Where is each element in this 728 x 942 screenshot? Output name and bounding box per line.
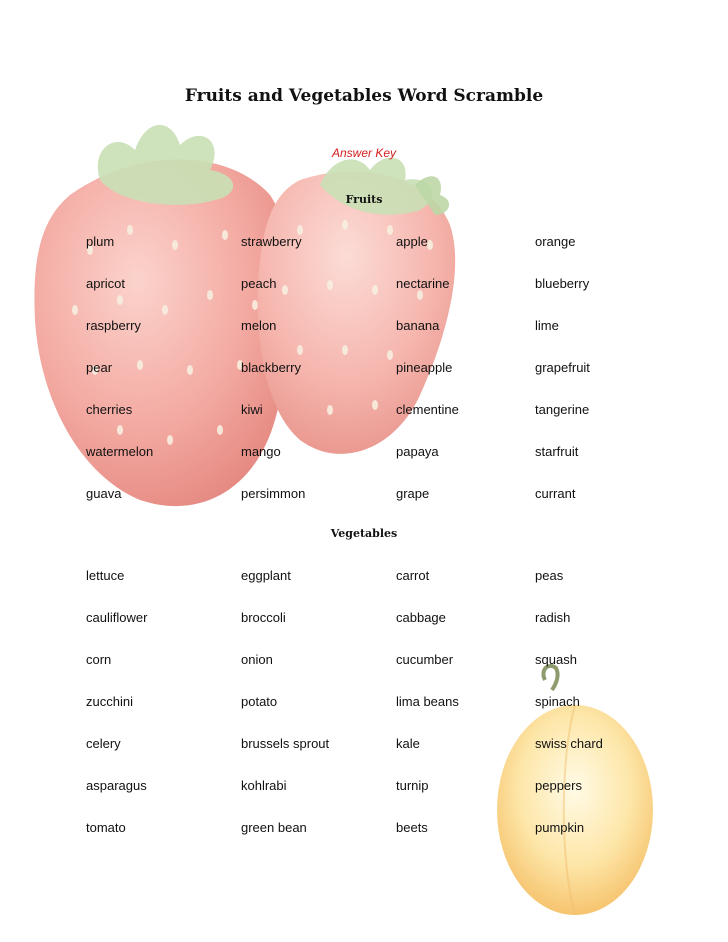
answer-word: potato	[241, 694, 278, 709]
answer-word: lettuce	[86, 568, 125, 583]
answer-word: blueberry	[535, 276, 590, 291]
answer-word: pineapple	[396, 360, 453, 375]
answer-word: melon	[241, 318, 277, 333]
answer-word: kale	[396, 736, 420, 751]
answer-word: persimmon	[241, 486, 306, 501]
answer-word: strawberry	[241, 234, 302, 249]
answer-word: guava	[86, 486, 122, 501]
answer-word: cherries	[86, 402, 133, 417]
section-heading-fruits: Fruits	[345, 193, 383, 206]
answer-word: blackberry	[241, 360, 301, 375]
word-row	[86, 694, 646, 736]
word-row	[86, 736, 646, 778]
answer-word: tomato	[86, 820, 126, 835]
answer-word: apple	[396, 234, 428, 249]
answer-word: peppers	[535, 778, 582, 793]
answer-word: plum	[86, 234, 115, 249]
answer-word: beets	[396, 820, 428, 835]
answer-word: asparagus	[86, 778, 147, 793]
answer-word: green bean	[241, 820, 307, 835]
word-grid-vegetables	[86, 568, 646, 862]
word-row	[86, 610, 646, 652]
answer-word: starfruit	[535, 444, 579, 459]
answer-word: pumpkin	[535, 820, 585, 835]
answer-word: celery	[86, 736, 121, 751]
answer-word: lime	[535, 318, 559, 333]
answer-word: grapefruit	[535, 360, 590, 375]
answer-word: orange	[535, 234, 576, 249]
word-row	[86, 318, 646, 360]
answer-word: radish	[535, 610, 571, 625]
answer-word: spinach	[535, 694, 580, 709]
word-grid-fruits	[86, 234, 646, 528]
word-row	[86, 820, 646, 862]
answer-word: peas	[535, 568, 564, 583]
word-row	[86, 486, 646, 528]
word-row	[86, 444, 646, 486]
answer-word: squash	[535, 652, 577, 667]
answer-word: papaya	[396, 444, 439, 459]
answer-word: swiss chard	[535, 736, 603, 751]
page-title: Fruits and Vegetables Word Scramble	[184, 86, 544, 106]
answer-word: lima beans	[396, 694, 459, 709]
answer-word: brussels sprout	[241, 736, 330, 751]
answer-word: cucumber	[396, 652, 454, 667]
answer-word: clementine	[396, 402, 459, 417]
word-row	[86, 360, 646, 402]
answer-word: peach	[241, 276, 277, 291]
word-row	[86, 568, 646, 610]
word-row	[86, 652, 646, 694]
word-row	[86, 402, 646, 444]
answer-word: grape	[396, 486, 430, 501]
answer-word: tangerine	[535, 402, 590, 417]
answer-word: banana	[396, 318, 440, 333]
answer-word: cabbage	[396, 610, 446, 625]
answer-word: carrot	[396, 568, 430, 583]
answer-word: kohlrabi	[241, 778, 287, 793]
answer-word: apricot	[86, 276, 126, 291]
answer-word: cauliflower	[86, 610, 148, 625]
answer-word: turnip	[396, 778, 429, 793]
section-heading-vegetables: Vegetables	[330, 527, 398, 540]
answer-word: pear	[86, 360, 113, 375]
word-row	[86, 234, 646, 276]
answer-word: watermelon	[86, 444, 154, 459]
answer-word: kiwi	[241, 402, 263, 417]
answer-word: raspberry	[86, 318, 141, 333]
answer-word: zucchini	[86, 694, 133, 709]
answer-word: nectarine	[396, 276, 450, 291]
answer-word: currant	[535, 486, 576, 501]
answer-word: broccoli	[241, 610, 286, 625]
answer-word: eggplant	[241, 568, 291, 583]
answer-key-label: Answer Key	[331, 146, 397, 160]
answer-word: corn	[86, 652, 112, 667]
answer-word: onion	[241, 652, 273, 667]
word-row	[86, 276, 646, 318]
word-row	[86, 778, 646, 820]
answer-word: mango	[241, 444, 281, 459]
